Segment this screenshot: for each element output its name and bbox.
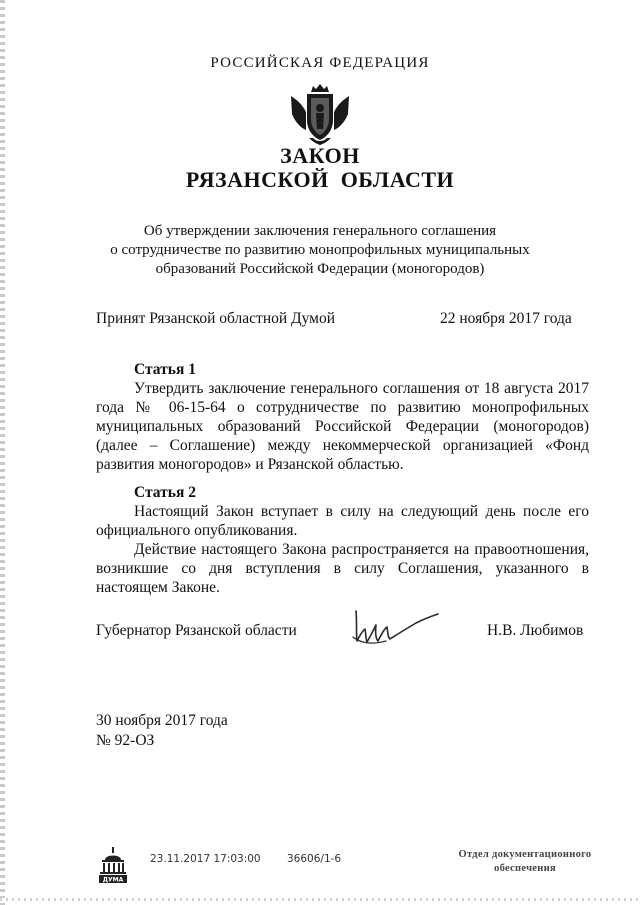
- law-subject: [0, 222, 640, 279]
- scan-edge-bottom: [0, 898, 640, 901]
- adopted-by: Принят Рязанской областной Думой: [96, 310, 336, 327]
- signatory-name: Н.В. Любимов: [487, 622, 584, 639]
- article-paragraph: Настоящий Закон вступает в силу на следующий день после его официального опубликования.: [96, 503, 589, 539]
- signatory-title: Губернатор Рязанской области: [96, 622, 297, 639]
- registration-number: 36606/1-6: [287, 853, 342, 865]
- subject-line: образований Российской Федерации (моногородов): [155, 261, 485, 277]
- registration-time: 23.11.2017 17:03:00: [150, 853, 261, 865]
- duma-building-icon: [97, 846, 129, 886]
- subject-line: Об утверждении заключения генерального соглашения: [143, 223, 497, 239]
- article-heading: Статья 1: [134, 361, 196, 378]
- subject-line: о сотрудничестве по развитию монопрофильных муниципальных: [110, 242, 530, 258]
- article-heading: Статья 2: [134, 484, 196, 501]
- article-paragraph: Действие настоящего Закона распространяется на правоотношения, возникшие со дня вступления в силу Соглашения, указанного в настоящем Законе.: [96, 541, 589, 596]
- law-number: № 92-ОЗ: [96, 732, 155, 749]
- article-1: [96, 360, 589, 474]
- duma-logo-text: ДУМА: [102, 876, 124, 884]
- scan-edge-left: [0, 0, 5, 905]
- law-title-region: РЯЗАНСКОЙ ОБЛАСТИ: [185, 167, 455, 192]
- stamp-line: Отдел документационного: [458, 849, 592, 860]
- federation-header: РОССИЙСКАЯ ФЕДЕРАЦИЯ: [210, 55, 430, 71]
- coat-of-arms-icon: [287, 82, 353, 148]
- signature-icon: [350, 607, 444, 649]
- adopted-date: 22 ноября 2017 года: [440, 310, 572, 327]
- article-paragraph: Утвердить заключение генерального соглашения от 18 августа 2017 года № 06-15-64 о сотрудничестве по развитию монопрофильных муниципальных образований Российской Федерации (моногородов) (далее – Соглашение) между некоммерческой организацией «Фонд развития моногородов» и Рязанской областью.: [96, 380, 589, 473]
- stamp-line: обеспечения: [494, 863, 556, 874]
- signing-date: 30 ноября 2017 года: [96, 712, 228, 729]
- department-stamp: [450, 848, 600, 876]
- law-title-word: ЗАКОН: [280, 143, 360, 168]
- article-2: [96, 483, 589, 597]
